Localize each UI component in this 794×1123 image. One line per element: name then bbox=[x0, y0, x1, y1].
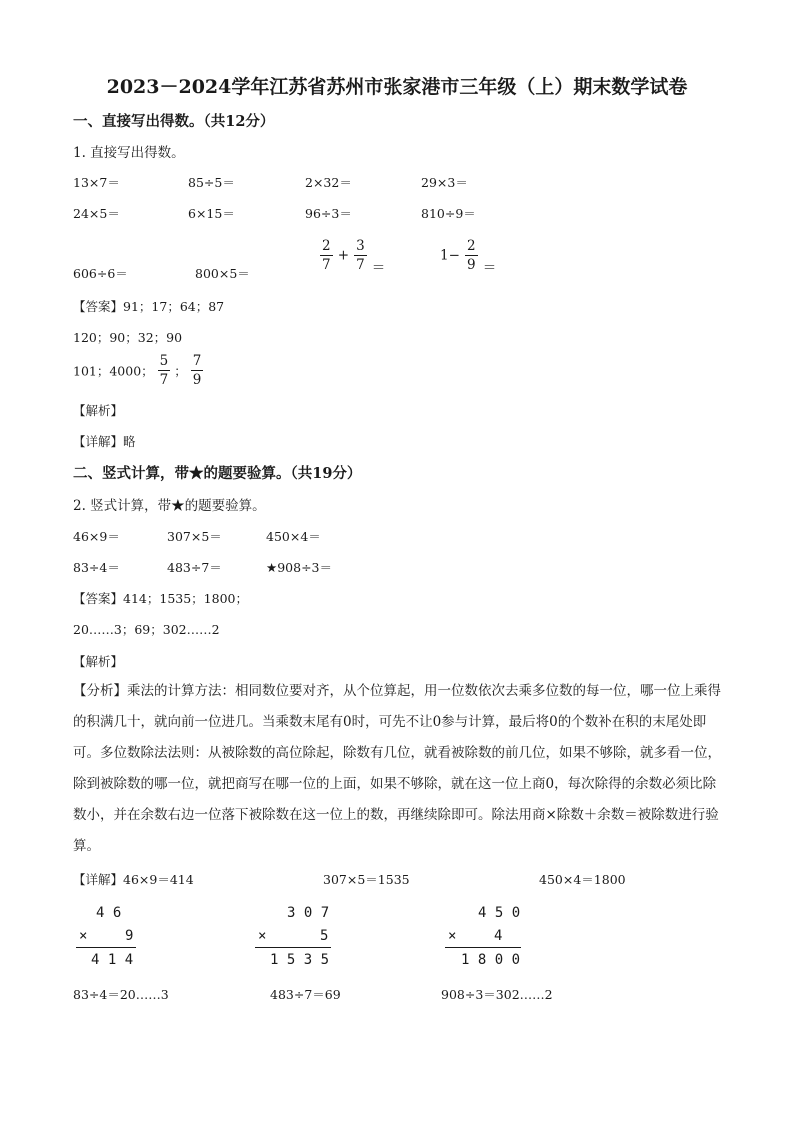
vert-line bbox=[76, 947, 136, 948]
vert-result: 1 8 0 0 bbox=[461, 952, 521, 968]
division-result: 908÷3＝302……2 bbox=[441, 987, 553, 1002]
answer-label: 【答案】 bbox=[73, 591, 124, 606]
vert-op: × bbox=[448, 928, 457, 944]
vert-mult: 9 bbox=[125, 928, 134, 944]
detail-line: 【详解】46×9＝414 bbox=[73, 872, 194, 887]
section2-heading: 二、竖式计算，带★的题要验算。（共19分） bbox=[73, 465, 362, 482]
answer-line: 【答案】414；1535；1800； bbox=[73, 591, 248, 606]
vert-top: 4 6 bbox=[96, 905, 122, 921]
vert-line bbox=[445, 947, 521, 948]
fraction: $\frac{7}{9}$ bbox=[192, 353, 202, 388]
answer-line-fractions: 101；4000； $\frac{5}{7}$ ； $\frac{7}{9}$ bbox=[73, 353, 202, 388]
vert-top: 3 0 7 bbox=[287, 905, 330, 921]
analysis-paragraph: 【分析】乘法的计算方法：相同数位要对齐，从个位算起，用一位数依次去乘多位数的每一位，哪一位上乘得的积满几十，就向前一位进几。当乘数末尾有0时，可先不让0参与计算，最后将0的个数补在积的末尾处即可。多位数除法法则：从被除数的高位除起，除数有几位，就看被除数的前几位，如果不够除，就多看一位，除到被除数的哪一位，就把商写在哪一位的上面，如果不够除，就在这一位上商0，每次除得的余数必须比除数小，并在余数右边一位落下被除数在这一位上的数，再继续除即可。除法用商×除数＋余数＝被除数进行验算。 bbox=[73, 683, 721, 854]
analysis-label: 【解析】 bbox=[73, 403, 124, 418]
q2-item: 450×4＝ bbox=[266, 529, 321, 544]
q1-item: 810÷9＝ bbox=[421, 206, 476, 221]
fraction-expression-1: $\frac{2}{7}$ + $\frac{3}{7}$ $_=$ bbox=[322, 238, 386, 276]
vert-mult: 5 bbox=[320, 928, 329, 944]
vert-mult: 4 bbox=[494, 928, 503, 944]
vert-op: × bbox=[258, 928, 267, 944]
fraction: $\frac{5}{7}$ bbox=[159, 353, 169, 388]
fraction: $\frac{2}{7}$ bbox=[322, 238, 331, 273]
q1-item: 85÷5＝ bbox=[188, 175, 235, 190]
answer-line: 120；90；32；90 bbox=[73, 330, 183, 345]
q1-item: 13×7＝ bbox=[73, 175, 120, 190]
section1-heading: 一、直接写出得数。（共12分） bbox=[73, 113, 275, 130]
q1-item: 800×5＝ bbox=[195, 266, 250, 281]
q2-item: 46×9＝ bbox=[73, 529, 120, 544]
fraction: $\frac{2}{9}$ bbox=[467, 238, 476, 273]
page-title: 2023－2024学年江苏省苏州市张家港市三年级（上）期末数学试卷 bbox=[106, 76, 688, 98]
q2-prompt: 2. 竖式计算，带★的题要验算。 bbox=[73, 498, 266, 514]
fraction-expression-2: 1− $\frac{2}{9}$ $_=$ bbox=[440, 238, 497, 276]
division-result: 483÷7＝69 bbox=[270, 987, 341, 1002]
q1-item: 606÷6＝ bbox=[73, 266, 128, 281]
vert-result: 4 1 4 bbox=[91, 952, 134, 968]
division-result: 83÷4＝20……3 bbox=[73, 987, 169, 1002]
detail-equation: 307×5＝1535 bbox=[323, 872, 410, 887]
q1-item: 96÷3＝ bbox=[305, 206, 352, 221]
answer-line: 【答案】91；17；64；87 bbox=[73, 299, 225, 314]
vert-op: × bbox=[79, 928, 88, 944]
vert-line bbox=[255, 947, 331, 948]
q2-item: 307×5＝ bbox=[167, 529, 222, 544]
detail-line: 【详解】略 bbox=[73, 434, 136, 449]
vert-top: 4 5 0 bbox=[478, 905, 521, 921]
q1-item: 6×15＝ bbox=[188, 206, 235, 221]
fraction: $\frac{3}{7}$ bbox=[356, 238, 365, 273]
q1-item: 2×32＝ bbox=[305, 175, 352, 190]
answer-label: 【答案】 bbox=[73, 299, 124, 314]
q2-item: 83÷4＝ bbox=[73, 560, 120, 575]
q1-prompt: 1. 直接写出得数。 bbox=[73, 145, 185, 161]
detail-equation: 450×4＝1800 bbox=[539, 872, 626, 887]
q1-item: 24×5＝ bbox=[73, 206, 120, 221]
q1-item: 29×3＝ bbox=[421, 175, 468, 190]
vert-result: 1 5 3 5 bbox=[270, 952, 330, 968]
answer-line: 20……3；69；302……2 bbox=[73, 622, 220, 637]
analysis-label: 【解析】 bbox=[73, 654, 124, 669]
q2-item: ★908÷3＝ bbox=[266, 560, 332, 575]
q2-item: 483÷7＝ bbox=[167, 560, 222, 575]
